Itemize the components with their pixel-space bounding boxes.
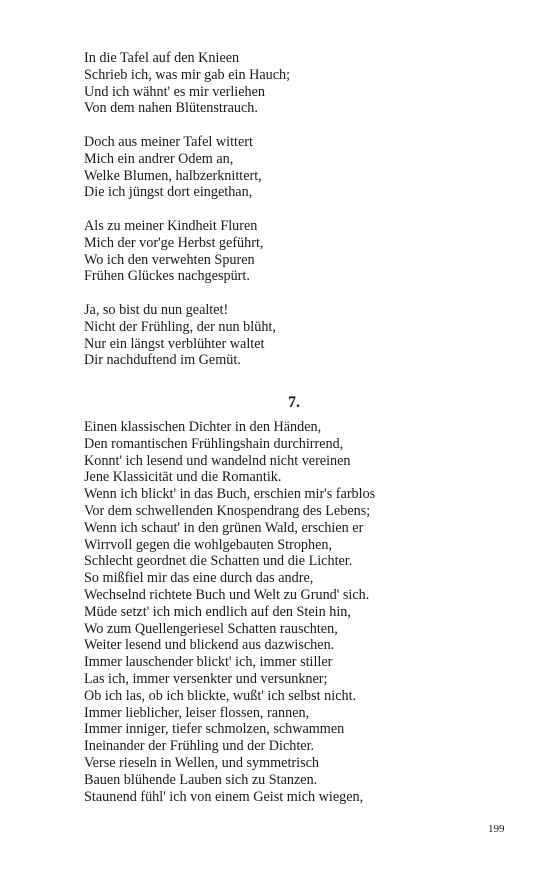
stanza-1 bbox=[84, 50, 504, 117]
verse-line: Ja, so bist du nun gealtet! bbox=[84, 301, 229, 318]
verse-line: Einen klassischen Dichter in den Händen, bbox=[84, 419, 322, 435]
verse-line: So mißfiel mir das eine durch das andre, bbox=[84, 570, 314, 587]
stanza-gap bbox=[84, 285, 504, 302]
verse-line: Weiter lesend und blickend aus dazwischen. bbox=[84, 637, 335, 654]
stanza-2 bbox=[84, 134, 504, 201]
verse-line: Konnt' ich lesend und wandelnd nicht vereinen bbox=[84, 452, 351, 469]
verse-line: Mich der vor'ge Herbst geführt, bbox=[84, 234, 264, 251]
verse-line: Von dem nahen Blütenstrauch. bbox=[84, 100, 258, 117]
verse-line: Immer lieblicher, leiser flossen, rannen, bbox=[84, 704, 310, 721]
verse-line: Bauen blühende Lauben sich zu Stanzen. bbox=[84, 771, 318, 788]
verse-line: Frühen Glückes nachgespürt. bbox=[84, 268, 250, 285]
verse-line: Las ich, immer versenkter und versunkner; bbox=[84, 670, 328, 687]
verse-line: Wenn ich schaut' in den grünen Wald, erschien er bbox=[84, 519, 364, 536]
verse-line: In die Tafel auf den Knieen bbox=[84, 50, 240, 66]
verse-line: Ineinander der Frühling und der Dichter. bbox=[84, 738, 315, 755]
verse-line: Mich ein andrer Odem an, bbox=[84, 150, 234, 167]
verse-line: Den romantischen Frühlingshain durchirrend, bbox=[84, 435, 344, 452]
verse-line: Wechselnd richtete Buch und Welt zu Grund' sich. bbox=[84, 586, 370, 603]
verse-line: Staunend fühl' ich von einem Geist mich wiegen, bbox=[84, 788, 364, 805]
stanza-gap bbox=[84, 201, 504, 218]
verse-line: Die ich jüngst dort eingethan, bbox=[84, 184, 253, 201]
verse-line: Jene Klassicität und die Romantik. bbox=[84, 469, 282, 486]
verse-line: Dir nachduftend im Gemüt. bbox=[84, 352, 241, 369]
verse-line: Wirrvoll gegen die wohlgebauten Strophen, bbox=[84, 536, 333, 553]
verse-line: Schlecht geordnet die Schatten und die Lichter. bbox=[84, 553, 353, 570]
poem-six-text bbox=[84, 50, 504, 369]
verse-line: Ob ich las, ob ich blickte, wußt' ich selbst nicht. bbox=[84, 687, 357, 704]
verse-line: Schrieb ich, was mir gab ein Hauch; bbox=[84, 66, 291, 83]
verse-line: Als zu meiner Kindheit Fluren bbox=[84, 217, 258, 234]
verse-line: Nur ein längst verblühter waltet bbox=[84, 335, 265, 352]
stanza-gap bbox=[84, 117, 504, 134]
verse-line: Doch aus meiner Tafel wittert bbox=[84, 133, 253, 150]
stanza-3 bbox=[84, 218, 504, 285]
verse-line: Verse rieseln in Wellen, und symmetrisch bbox=[84, 754, 319, 771]
section-number-heading: 7. bbox=[288, 394, 300, 411]
verse-line: Nicht der Frühling, der nun blüht, bbox=[84, 318, 276, 335]
verse-line: Wo zum Quellengeriesel Schatten rauschten, bbox=[84, 620, 338, 637]
verse-line: Immer inniger, tiefer schmolzen, schwammen bbox=[84, 721, 345, 738]
page-number: 199 bbox=[488, 823, 505, 835]
verse-line: Wo ich den verwehten Spuren bbox=[84, 251, 255, 268]
verse-line: Welke Blumen, halbzerknittert, bbox=[84, 167, 262, 184]
verse-line: Und ich wähnt' es mir verliehen bbox=[84, 83, 266, 100]
poem-seven-text bbox=[84, 419, 504, 805]
verse-line: Wenn ich blickt' in das Buch, erschien mir's farblos bbox=[84, 486, 376, 503]
verse-line: Vor dem schwellenden Knospendrang des Lebens; bbox=[84, 502, 371, 519]
verse-line: Immer lauschender blickt' ich, immer stiller bbox=[84, 654, 333, 671]
stanza-4 bbox=[84, 302, 504, 369]
verse-line: Müde setzt' ich mich endlich auf den Stein hin, bbox=[84, 603, 351, 620]
